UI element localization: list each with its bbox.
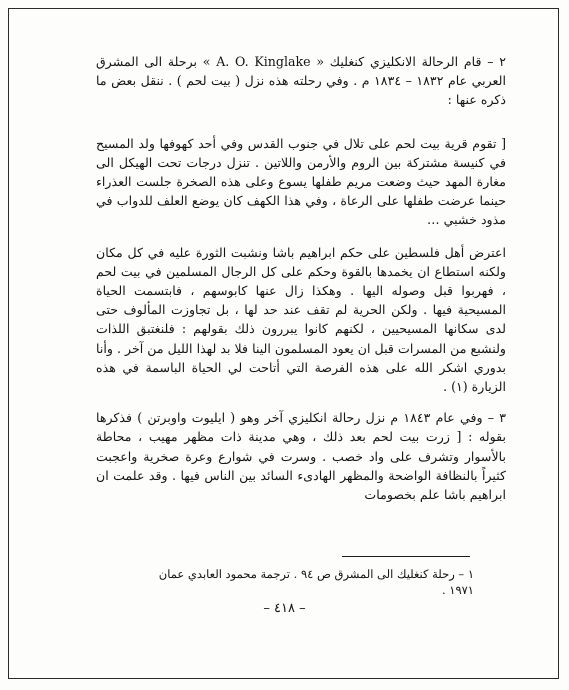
kinglake-body-paragraph: اعترض أهل فلسطين على حكم ابراهيم باشا ونشبت الثورة عليه في كل مكان ولكنه استطاع ان يخمدها بالقوة وحكم على كل الرجال المسلمين في بيت لحم ، فهربوا قبل وصوله اليها . وهكذا زال عنها كابوسهم ، فابتسمت الحياة المسيحية فيها . ولكن الحرية لم تقف عند حد لها ، بل تجاوزت المألوف حتى لدى سكانها المسيحيين ، لكنهم كانوا يبررون ذلك بقولهم : فلنغتبق اللذات ولنشبع من المسرات قبل ان يعود المسلمون الينا فلا بد لهذا الليل من آخر . وأنا بدوري اشكر الله على هذه الفرصة التي أتاحت لي الحياة الباسمة في هذه الزيارة (١) . [96, 244, 506, 395]
kinglake-intro-paragraph: ٢ – قام الرحالة الانكليزي كنغليك « A. O. Kinglake » برحلة الى المشرق العربي عام ١٨٣٢ – ١٨٣٤ م . وفي رحلته هذه نزل ( بيت لحم ) . ننقل بعض ما ذكره عنها : [96, 54, 506, 108]
main-text [96, 52, 506, 504]
footnote: ١ – رحلة كنغليك الى المشرق ص ٩٤ . ترجمة محمود العابدي عمان ١٩٧١ . [158, 567, 474, 597]
footnote-rule [342, 556, 470, 557]
kinglake-quote-paragraph: [ تقوم قرية بيت لحم على تلال في جنوب القدس وفي أحد كهوفها ولد المسيح في كنيسة مشتركة بين الروم والأرمن واللاتين . تنزل درجات تحت الهيكل الى مغارة المهد حيث وضعت مريم طفلها يسوع وعلى هذه الصخرة جلست العذراء حينما عرضت طفلها على الرعاة ، وفي هذا الكهف كان يوضع العلف للدواب في مذود خشبي … [96, 135, 506, 228]
paragraph-gap [96, 396, 506, 408]
paragraph-gap [96, 230, 506, 243]
paragraph-gap [96, 110, 506, 134]
elliot-intro-paragraph: ٣ – وفي عام ١٨٤٣ م نزل رحالة انكليزي آخر وهو ( ايليوت واوبرتن ) فذكرها بقوله : [ زرت بيت لحم بعد ذلك ، وهي مدينة ذات مظهر مهيب ، محاطة بالأسوار وتشرف على واد خصب . وسرت في شوارع وعرة صخرية واعجبت كثيراً بالنظافة الواضحة والمظهر الهادىء السائد بين الناس فيها . وقد علمت ان ابراهيم باشا علم بخصومات [96, 410, 506, 503]
page-number: – ٤١٨ – [263, 601, 306, 616]
